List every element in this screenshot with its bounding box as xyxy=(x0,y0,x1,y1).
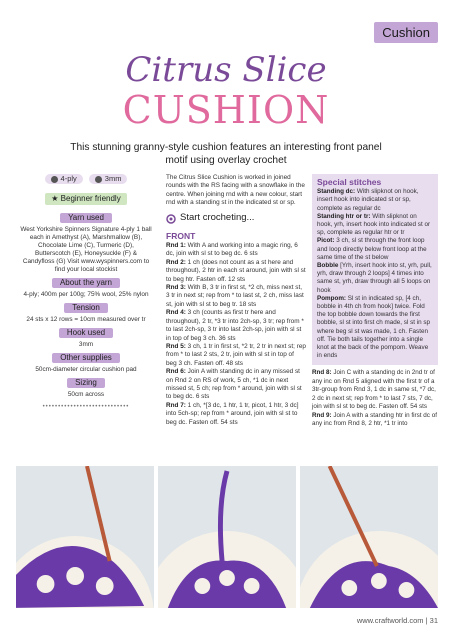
title-script: Citrus Slice xyxy=(125,50,327,90)
step-photos xyxy=(16,466,438,608)
star-icon: ★ xyxy=(51,194,59,203)
about-yarn-heading: About the yarn xyxy=(52,278,120,288)
other-supplies-heading: Other supplies xyxy=(52,353,120,363)
stitches-column xyxy=(312,174,438,428)
step-photo-3 xyxy=(300,466,438,608)
intro-text: The Citrus Slice Cushion is worked in joined rounds with the RS facing with a snowflake in the centre. When joining rnd with a new colour, start rnd with a standing st in the indicated st or sp. xyxy=(166,174,305,207)
sizing-heading: Sizing xyxy=(67,378,105,388)
tension-text: 24 sts x 12 rows = 10cm measured over tr xyxy=(26,316,146,323)
yarn-ball-icon xyxy=(51,176,58,183)
about-yarn-text: 4-ply; 400m per 100g; 75% wool, 25% nylon xyxy=(23,291,149,298)
divider: •••••••••••••••••••••••••••• xyxy=(42,404,130,410)
page-title: CUSHION xyxy=(122,88,330,132)
tension-heading: Tension xyxy=(64,303,108,313)
hook-used-heading: Hook used xyxy=(59,328,113,338)
start-heading: Start crocheting... xyxy=(166,214,306,224)
pattern-column xyxy=(166,174,306,427)
round-item: Rnd 4: 3 ch (counts as first tr here and throughout), 2 tr, *3 tr into 2ch-sp, 3 tr; rep from * to last 2ch-sp, 3 tr into last 2ch-sp, join with sl st in top of beg 3 ch. 36 sts xyxy=(166,309,304,342)
round-item: Rnd 9: Join A with a standing htr in first dc of any inc from Rnd 8, 2 htr, *1 tr into xyxy=(312,411,437,427)
skill-level-badge: ★ Beginner friendly xyxy=(45,193,126,205)
round-item: Rnd 2: 1 ch (does not count as a st here and throughout), 2 htr in each st around, join with sl st to beg htr. Fasten off. 12 sts xyxy=(166,258,306,283)
yarn-used-heading: Yarn used xyxy=(60,213,112,223)
standfirst: This stunning granny-style cushion features an interesting front panel motif using overlay crochet xyxy=(70,142,382,166)
hook-size-icon xyxy=(95,176,102,183)
special-stitches-heading: Special stitches xyxy=(317,177,382,187)
hook-chip: 3mm xyxy=(89,174,128,184)
round-item: Rnd 8: Join C with a standing dc in 2nd tr of any inc on Rnd 5 aligned with the first tr of a 3tr-group from Rnd 3, 1 dc in same st, *7 dc, 2 dc in next st; rep from * to last 7 sts, 7 dc, join with sl st to beg dc. Fasten off. 54 sts xyxy=(312,369,436,411)
round-item: Rnd 6: Join A with standing dc in any missed st on Rnd 2 on RS of work, 5 ch, *1 dc in next missed st, 5 ch; rep from * around, join with sl st to beg dc. 6 sts xyxy=(166,368,302,401)
yarn-used-text: West Yorkshire Spinners Signature 4-ply 1 ball each in Amethyst (A), Marshmallow (B), Chocolate Lime (C), Turmeric (D), Butterscotch (E), Honeysuckle (F) & Candyfloss (G) Visit www.wyspinners.com to find your local stockist xyxy=(20,226,152,273)
front-heading: FRONT xyxy=(166,230,196,241)
round-item: Rnd 5: 3 ch, 1 tr in first st, *2 tr, 2 tr in next st; rep from * to last 2 sts, 2 tr, join with sl st in top of beg 3 ch. Fasten off. 48 sts xyxy=(166,342,306,367)
page-footer: www.craftworld.com | 31 xyxy=(356,616,438,625)
stitch-item: Bobble [Yrh, insert hook into st, yrh, pull, yrh, draw through 2 loops] 4 times into same st, yrh, draw through all 5 loops on hook xyxy=(317,262,432,294)
other-supplies-text: 50cm-diameter circular cushion pad xyxy=(35,366,137,373)
section-label: Cushion xyxy=(374,22,438,43)
stitch-item: Standing dc: With slipknot on hook, insert hook into indicated st or sp, complete as regular dc xyxy=(317,188,419,212)
ply-chip: 4-ply xyxy=(45,174,83,184)
stitch-item: Picot: 3 ch, sl st through the front loop and loop directly below front loop at the same time of the st below xyxy=(317,237,427,261)
step-photo-1 xyxy=(16,466,154,608)
sizing-text: 50cm across xyxy=(67,391,105,398)
round-item: Rnd 7: 1 ch, *[3 dc, 1 htr, 1 tr, picot, 1 htr, 3 dc] into 5ch-sp; rep from * around, join with sl st to beg dc. Fasten off. 54 sts xyxy=(166,401,299,426)
stitch-item: Pompom: Sl st in indicated sp, [4 ch, bobble in 4th ch from hook] twice. Fold the top bobble down towards the first bobble, sl st into first ch made, sl st in sp where beg sl st was made, 1 ch. Fasten off. Tie both tails together into a single knot at the back of the pompom. Weave in ends xyxy=(317,294,431,360)
stitch-item: Standing htr or tr: With slipknot on hook, yrh, insert hook into indicated st or sp, complete as regular htr or tr xyxy=(317,212,431,237)
round-item: Rnd 3: With B, 3 tr in first st, *2 ch, miss next st, 3 tr in next st; rep from * to last st, 2 ch, miss last st, join with sl st to beg tr. 18 sts xyxy=(166,284,304,308)
step-photo-2 xyxy=(158,466,296,608)
round-item: Rnd 1: With A and working into a magic ring, 6 dc, join with sl st to beg dc. 6 sts xyxy=(166,242,298,258)
materials-sidebar xyxy=(20,174,152,411)
special-stitches-box xyxy=(312,174,438,365)
hook-used-text: 3mm xyxy=(78,341,94,348)
crochet-motif-icon xyxy=(166,214,176,224)
